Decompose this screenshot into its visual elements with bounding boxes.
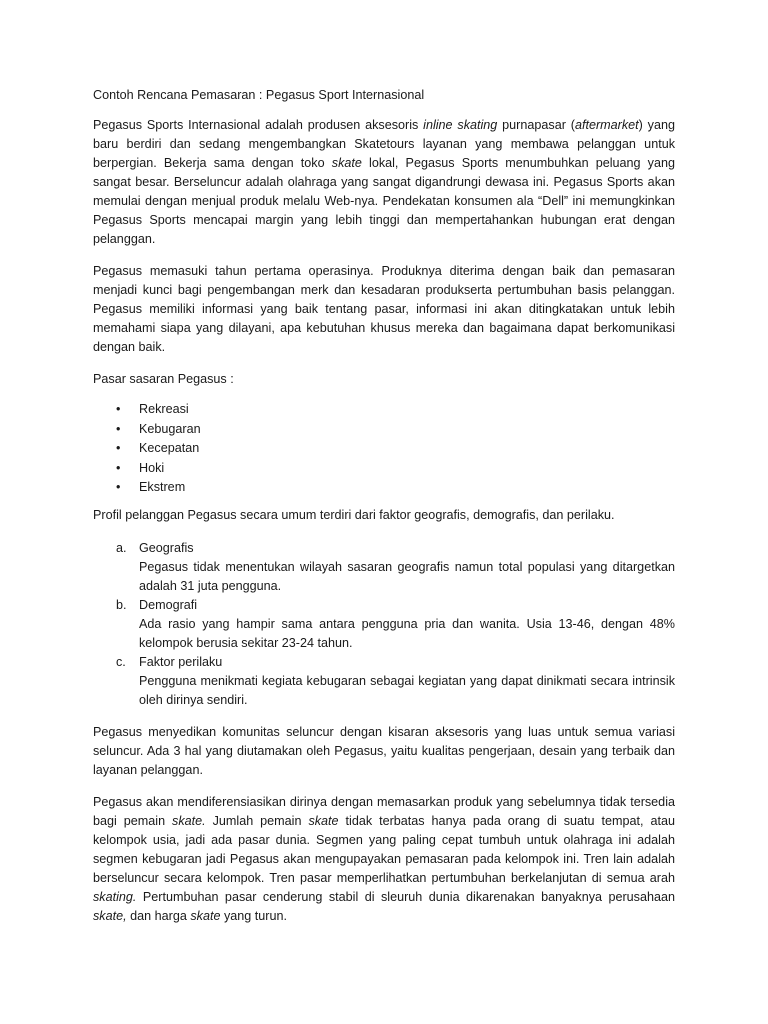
italic-term: skate. <box>172 813 206 828</box>
list-item <box>93 459 675 479</box>
text-run: dan harga <box>126 908 191 923</box>
text-run: yang turun. <box>220 908 287 923</box>
list-marker: b. <box>116 597 127 612</box>
italic-term: skate <box>331 156 362 170</box>
text-run: purnapasar ( <box>497 118 575 132</box>
target-market-heading: Pasar sasaran Pegasus : <box>93 372 234 386</box>
italic-term: skate, <box>93 908 127 923</box>
list-item-label: Hoki <box>139 460 165 475</box>
profile-item-body: Pengguna menikmati kegiata kebugaran sebagai kegiatan yang dapat dinikmati secara intrinsik oleh dirinya sendiri. <box>139 673 675 707</box>
list-item <box>93 439 675 459</box>
italic-term: aftermarket <box>574 118 639 132</box>
list-item-label: Ekstrem <box>139 480 186 495</box>
community-paragraph: Pegasus menyedikan komunitas seluncur dengan kisaran aksesoris yang luas untuk semua variasi seluncur. Ada 3 hal yang diutamakan oleh Pegasus, yaitu kualitas pengerjaan, desain yang terbaik dan layanan pelanggan. <box>93 724 675 777</box>
list-item <box>93 420 675 440</box>
list-item <box>93 596 675 653</box>
list-item-label: Kebugaran <box>139 421 201 436</box>
list-item <box>93 539 675 596</box>
profile-intro: Profil pelanggan Pegasus secara umum terdiri dari faktor geografis, demografis, dan perilaku. <box>93 507 615 522</box>
text-run: Jumlah pemain <box>205 813 309 828</box>
list-item <box>93 400 675 420</box>
list-item <box>93 478 675 498</box>
intro-paragraph <box>93 116 675 249</box>
operations-paragraph: Pegasus memasuki tahun pertama operasinya. Produknya diterima dengan baik dan pemasaran menjadi kunci bagi pengembangan merk dan kesadaran produkserta pertumbuhan basis pelanggan. Pegasus memiliki informasi yang baik tentang pasar, informasi ini akan ditingkatakan untuk lebih memahami siapa yang dilayani, apa kebutuhan khusus mereka dan bagaimana dapat berkomunikasi dengan baik. <box>93 264 675 354</box>
list-item-label: Kecepatan <box>139 441 200 456</box>
list-item-label: Rekreasi <box>139 402 189 416</box>
bullet-icon: • <box>116 460 121 475</box>
italic-term: skate <box>190 908 221 923</box>
document-page <box>93 86 675 939</box>
profile-item-body: Ada rasio yang hampir sama antara pengguna pria dan wanita. Usia 13-46, dengan 48% kelompok berusia sekitar 23-24 tahun. <box>139 616 675 650</box>
text-run: Pegasus akan mendiferensiasikan dirinya dengan memasarkan produk yang sebelumnya tidak tersedia bagi pemain <box>93 794 675 828</box>
profile-item-body: Pegasus tidak menentukan wilayah sasaran geografis namun total populasi yang ditargetkan adalah 31 juta pengguna. <box>139 559 675 593</box>
italic-term: skating. <box>93 889 137 904</box>
text-run: ) yang baru berdiri dan sedang mengembangkan Skatetours layanan yang membawa pelanggan untuk berpergian. Bekerja sama dengan toko <box>93 118 675 170</box>
bullet-icon: • <box>116 480 121 495</box>
text-run: Pegasus Sports Internasional adalah produsen aksesoris <box>93 118 424 132</box>
differentiation-paragraph <box>93 793 675 926</box>
italic-term: skate <box>308 813 339 828</box>
profile-item-title: Geografis <box>139 540 194 555</box>
bullet-icon: • <box>116 421 121 436</box>
text-run: tidak terbatas hanya pada orang di suatu tempat, atau kelompok usia, jadi ada pasar dunia. Segmen yang paling cepat tumbuh untuk olahraga ini adalah segmen kebugaran jadi Pegasus akan mengupayakan pemasaran pada kelompok ini. Tren lain adalah berseluncur secara kelompok. Tren pasar memperlihatkan pertumbuhan berkelanjutan di semua arah <box>93 813 675 885</box>
profile-item-title: Demografi <box>139 597 198 612</box>
text-run: Pertumbuhan pasar cenderung stabil di sleuruh dunia dikarenakan banyaknya perusahaan <box>136 889 675 904</box>
text-run: lokal, Pegasus Sports menumbuhkan peluang yang sangat besar. Berseluncur adalah olahraga yang sangat digandrungi dewasa ini. Pegasus Sports akan memulai dengan menjual produk melalu Web-nya. Pendekatan konsumen ala “Dell” ini memungkinkan Pegasus Sports mencapai margin yang lebih tinggi dan mempertahankan hubungan erat dengan pelanggan. <box>93 156 675 246</box>
profile-item-title: Faktor perilaku <box>139 654 223 669</box>
list-marker: c. <box>116 654 126 669</box>
list-marker: a. <box>116 540 127 555</box>
italic-term: inline skating <box>423 118 498 132</box>
target-market-list <box>93 400 675 498</box>
customer-profile-list <box>93 539 675 710</box>
list-item <box>93 653 675 710</box>
bullet-icon: • <box>116 441 121 456</box>
bullet-icon: • <box>116 402 121 416</box>
document-title: Contoh Rencana Pemasaran : Pegasus Sport Internasional <box>93 88 425 102</box>
